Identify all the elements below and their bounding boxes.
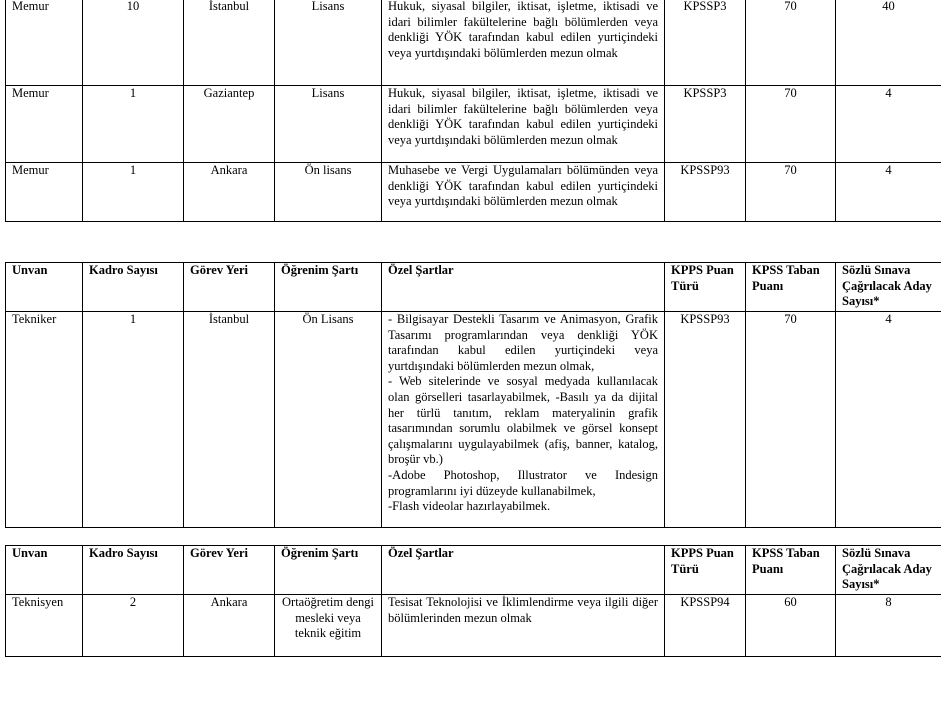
puan-turu-cell: KPSSP93: [665, 163, 746, 222]
table-row: [6, 595, 941, 657]
kadro-cell: 1: [83, 312, 184, 528]
header-kadro: Kadro Sayısı: [83, 263, 184, 312]
header-gorev: Görev Yeri: [184, 263, 275, 312]
aday-cell: 8: [836, 595, 941, 657]
ozel-cell: Tesisat Teknolojisi ve İklimlendirme veya ilgili diğer bölümlerinden mezun olmak: [382, 595, 665, 657]
aday-cell: 4: [836, 86, 941, 163]
header-unvan: Unvan: [6, 263, 83, 312]
header-taban: KPSS Taban Puanı: [746, 546, 836, 595]
kadro-cell: 1: [83, 163, 184, 222]
puan-turu-cell: KPSSP93: [665, 312, 746, 528]
kadro-cell: 1: [83, 86, 184, 163]
ozel-cell: Hukuk, siyasal bilgiler, iktisat, işletme, iktisadi ve idari bilimler fakültelerine bağlı bölümlerden veya denkliği YÖK tarafından kabul edilen yurtiçindeki veya yurtdışındaki bölümlerden mezun olmak: [382, 86, 665, 163]
ogrenim-cell: Ön Lisans: [275, 312, 382, 528]
header-aday: Sözlü Sınava Çağrılacak Aday Sayısı*: [836, 263, 941, 312]
taban-cell: 70: [746, 312, 836, 528]
header-puan-turu: KPPS Puan Türü: [665, 546, 746, 595]
header-aday: Sözlü Sınava Çağrılacak Aday Sayısı*: [836, 546, 941, 595]
ogrenim-cell: Ortaöğretim dengi mesleki veya teknik eğitim: [275, 595, 382, 657]
unvan-cell: Teknisyen: [6, 595, 83, 657]
table-row: [6, 312, 941, 528]
aday-cell: 4: [836, 312, 941, 528]
header-ozel: Özel Şartlar: [382, 546, 665, 595]
header-gorev: Görev Yeri: [184, 546, 275, 595]
table-header-row: [6, 546, 941, 595]
gorev-cell: Gaziantep: [184, 86, 275, 163]
puan-turu-cell: KPSSP3: [665, 86, 746, 163]
header-ozel: Özel Şartlar: [382, 263, 665, 312]
gorev-cell: Ankara: [184, 163, 275, 222]
teknisyen-table: [5, 545, 941, 657]
header-kadro: Kadro Sayısı: [83, 546, 184, 595]
ozel-cell: Muhasebe ve Vergi Uygulamaları bölümünden veya denkliği YÖK tarafından kabul edilen yurtiçindeki veya yurtdışındaki bölümlerden mezun olmak: [382, 163, 665, 222]
tekniker-table: [5, 262, 941, 528]
table-row: [6, 0, 941, 86]
unvan-cell: Tekniker: [6, 312, 83, 528]
header-puan-turu: KPPS Puan Türü: [665, 263, 746, 312]
ozel-cell: Hukuk, siyasal bilgiler, iktisat, işletme, iktisadi ve idari bilimler fakültelerine bağlı bölümlerden veya denkliği YÖK tarafından kabul edilen yurtiçindeki veya yurtdışındaki bölümlerden mezun olmak: [382, 0, 665, 86]
header-taban: KPSS Taban Puanı: [746, 263, 836, 312]
ogrenim-cell: Lisans: [275, 0, 382, 86]
aday-cell: 4: [836, 163, 941, 222]
taban-cell: 70: [746, 163, 836, 222]
unvan-cell: Memur: [6, 0, 83, 86]
table-row: [6, 163, 941, 222]
puan-turu-cell: KPSSP3: [665, 0, 746, 86]
puan-turu-cell: KPSSP94: [665, 595, 746, 657]
aday-cell: 40: [836, 0, 941, 86]
gorev-cell: İstanbul: [184, 0, 275, 86]
unvan-cell: Memur: [6, 163, 83, 222]
header-unvan: Unvan: [6, 546, 83, 595]
unvan-cell: Memur: [6, 86, 83, 163]
gorev-cell: Ankara: [184, 595, 275, 657]
taban-cell: 70: [746, 0, 836, 86]
kadro-cell: 2: [83, 595, 184, 657]
ozel-cell: - Bilgisayar Destekli Tasarım ve Animasyon, Grafik Tasarımı programlarından veya denkliği YÖK tarafından kabul edilen yurtiçindeki veya yurtdışındaki bölümlerden mezun olmak, - Web sitelerinde ve sosyal medyada kullanılacak olan görselleri tasarlayabilmek, -Basılı ya da dijital her türlü tanıtım, reklam materyalinin grafik tasarımından sorumlu olabilmek ve görsel konsept çalışmalarını uygulayabilmek (afiş, banner, katalog, broşür vb.) -Adobe Photoshop, Illustrator ve Indesign programlarını iyi düzeyde kullanabilmek, -Flash videolar hazırlayabilmek.: [382, 312, 665, 528]
header-ogrenim: Öğrenim Şartı: [275, 546, 382, 595]
ogrenim-cell: Lisans: [275, 86, 382, 163]
gorev-cell: İstanbul: [184, 312, 275, 528]
header-ogrenim: Öğrenim Şartı: [275, 263, 382, 312]
taban-cell: 60: [746, 595, 836, 657]
kadro-cell: 10: [83, 0, 184, 86]
table-header-row: [6, 263, 941, 312]
ogrenim-cell: Ön lisans: [275, 163, 382, 222]
memur-table: [5, 0, 941, 222]
table-row: [6, 86, 941, 163]
taban-cell: 70: [746, 86, 836, 163]
